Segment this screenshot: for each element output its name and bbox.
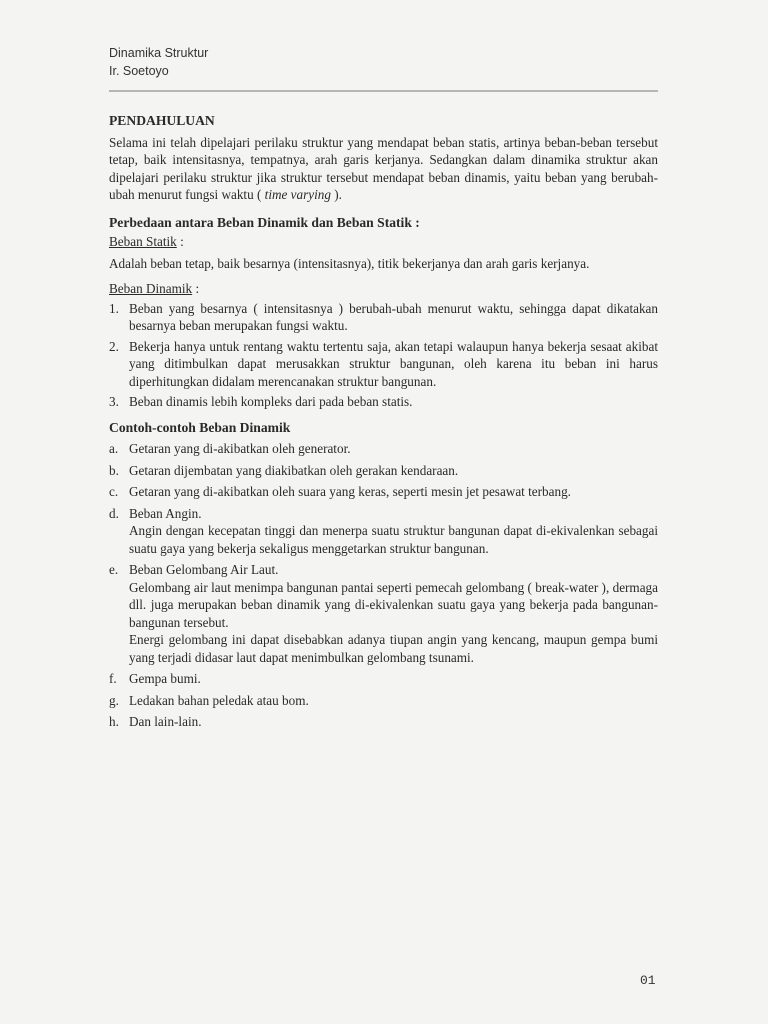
list-item-letter: b. xyxy=(109,462,119,478)
list-item-letter: h. xyxy=(109,714,119,729)
static-label-line xyxy=(109,233,658,251)
list-item-description: Gelombang air laut menimpa bangunan pantai seperti pemecah gelombang ( break-water ), dermaga dll. juga merupakan beban dinamik yang di-ekivalenkan suatu gaya yang bekerja pada bangunan-bangunan tersebut. xyxy=(129,579,658,630)
dynamic-label-line xyxy=(109,280,658,298)
list-item-number: 3. xyxy=(109,394,119,409)
dynamic-list xyxy=(109,300,658,411)
list-item-description: Angin dengan kecepatan tinggi dan menerpa suatu struktur bangunan dapat di-ekivalenkan sebagai suatu gaya yang bekerja sekaligus menggetarkan struktur bangunan. xyxy=(129,523,658,556)
dynamic-colon: : xyxy=(192,281,200,296)
list-item-text: Ledakan bahan peledak atau bom. xyxy=(129,692,309,708)
page-content xyxy=(109,112,658,731)
list-item-number: 2. xyxy=(109,338,119,354)
static-definition: Adalah beban tetap, baik besarnya (intensitasnya), titik bekerjanya dan arah garis kerjanya. xyxy=(109,255,590,271)
list-item-number: 1. xyxy=(109,300,119,316)
intro-paragraph xyxy=(109,134,658,204)
page-number: 01 xyxy=(640,973,656,988)
list-item xyxy=(109,505,658,558)
header-author: Ir. Soetoyo xyxy=(109,64,169,78)
list-item xyxy=(109,393,658,411)
static-label: Beban Statik xyxy=(109,234,177,249)
page-header xyxy=(109,44,208,80)
list-item-text: Getaran dijembatan yang diakibatkan oleh gerakan kendaraan. xyxy=(129,462,459,478)
section-heading-examples: Contoh-contoh Beban Dinamik xyxy=(109,419,291,435)
list-item xyxy=(109,692,658,710)
section-heading-intro: PENDAHULUAN xyxy=(109,113,215,128)
list-item-letter: g. xyxy=(109,692,119,708)
list-item xyxy=(109,338,658,391)
header-divider xyxy=(109,90,658,92)
examples-list xyxy=(109,440,658,731)
intro-italic: time varying xyxy=(264,187,331,202)
list-item-letter: a. xyxy=(109,441,119,456)
list-item-text: Beban dinamis lebih kompleks dari pada beban statis. xyxy=(129,394,413,409)
list-item-letter: d. xyxy=(109,505,119,521)
list-item xyxy=(109,561,658,666)
list-item xyxy=(109,670,658,688)
static-colon: : xyxy=(176,234,184,249)
intro-end: ). xyxy=(330,187,342,202)
intro-text: Selama ini telah dipelajari perilaku struktur yang mendapat beban statis, artinya beban-beban tersebut tetap, baik intensitasnya, tempatnya, arah garis kerjanya. Sedangkan dalam dinamika struktur akan dipelajari perilaku struktur jika struktur tersebut mendapat beban dinamis, yaitu beban yang berubah-ubah menurut fungsi waktu ( xyxy=(109,134,658,202)
list-item-text: Bekerja hanya untuk rentang waktu tertentu saja, akan tetapi walaupun hanya bekerja sesaat akibat yang ditimbulkan dapat merusakkan struktur bangunan, oleh karena itu beban ini harus diperhitungkan didalam merencanakan struktur bangunan. xyxy=(129,338,658,389)
header-title: Dinamika Struktur xyxy=(109,46,209,60)
list-item-letter: c. xyxy=(109,484,119,499)
list-item-text: Getaran yang di-akibatkan oleh suara yang keras, seperti mesin jet pesawat terbang. xyxy=(129,484,571,499)
list-item-text: Beban Angin. xyxy=(129,505,202,521)
list-item-text: Getaran yang di-akibatkan oleh generator. xyxy=(129,441,351,456)
list-item xyxy=(109,483,658,501)
list-item-text: Dan lain-lain. xyxy=(129,714,202,729)
dynamic-label: Beban Dinamik xyxy=(109,281,193,296)
list-item xyxy=(109,300,658,335)
list-item xyxy=(109,440,658,458)
list-item xyxy=(109,713,658,731)
section-heading-diff: Perbedaan antara Beban Dinamik dan Beban Statik : xyxy=(109,214,420,230)
list-item-description: Energi gelombang ini dapat disebabkan adanya tiupan angin yang kencang, maupun gempa bumi yang terjadi didasar laut dapat menimbulkan gelombang tsunami. xyxy=(129,632,658,665)
list-item-letter: e. xyxy=(109,562,119,577)
list-item-text: Gempa bumi. xyxy=(129,671,201,686)
list-item-text: Beban yang besarnya ( intensitasnya ) berubah-ubah menurut waktu, sehingga dapat dikatakan besarnya beban merupakan fungsi waktu. xyxy=(129,300,658,333)
list-item-letter: f. xyxy=(109,671,117,686)
list-item xyxy=(109,462,658,480)
list-item-text: Beban Gelombang Air Laut. xyxy=(129,562,279,577)
